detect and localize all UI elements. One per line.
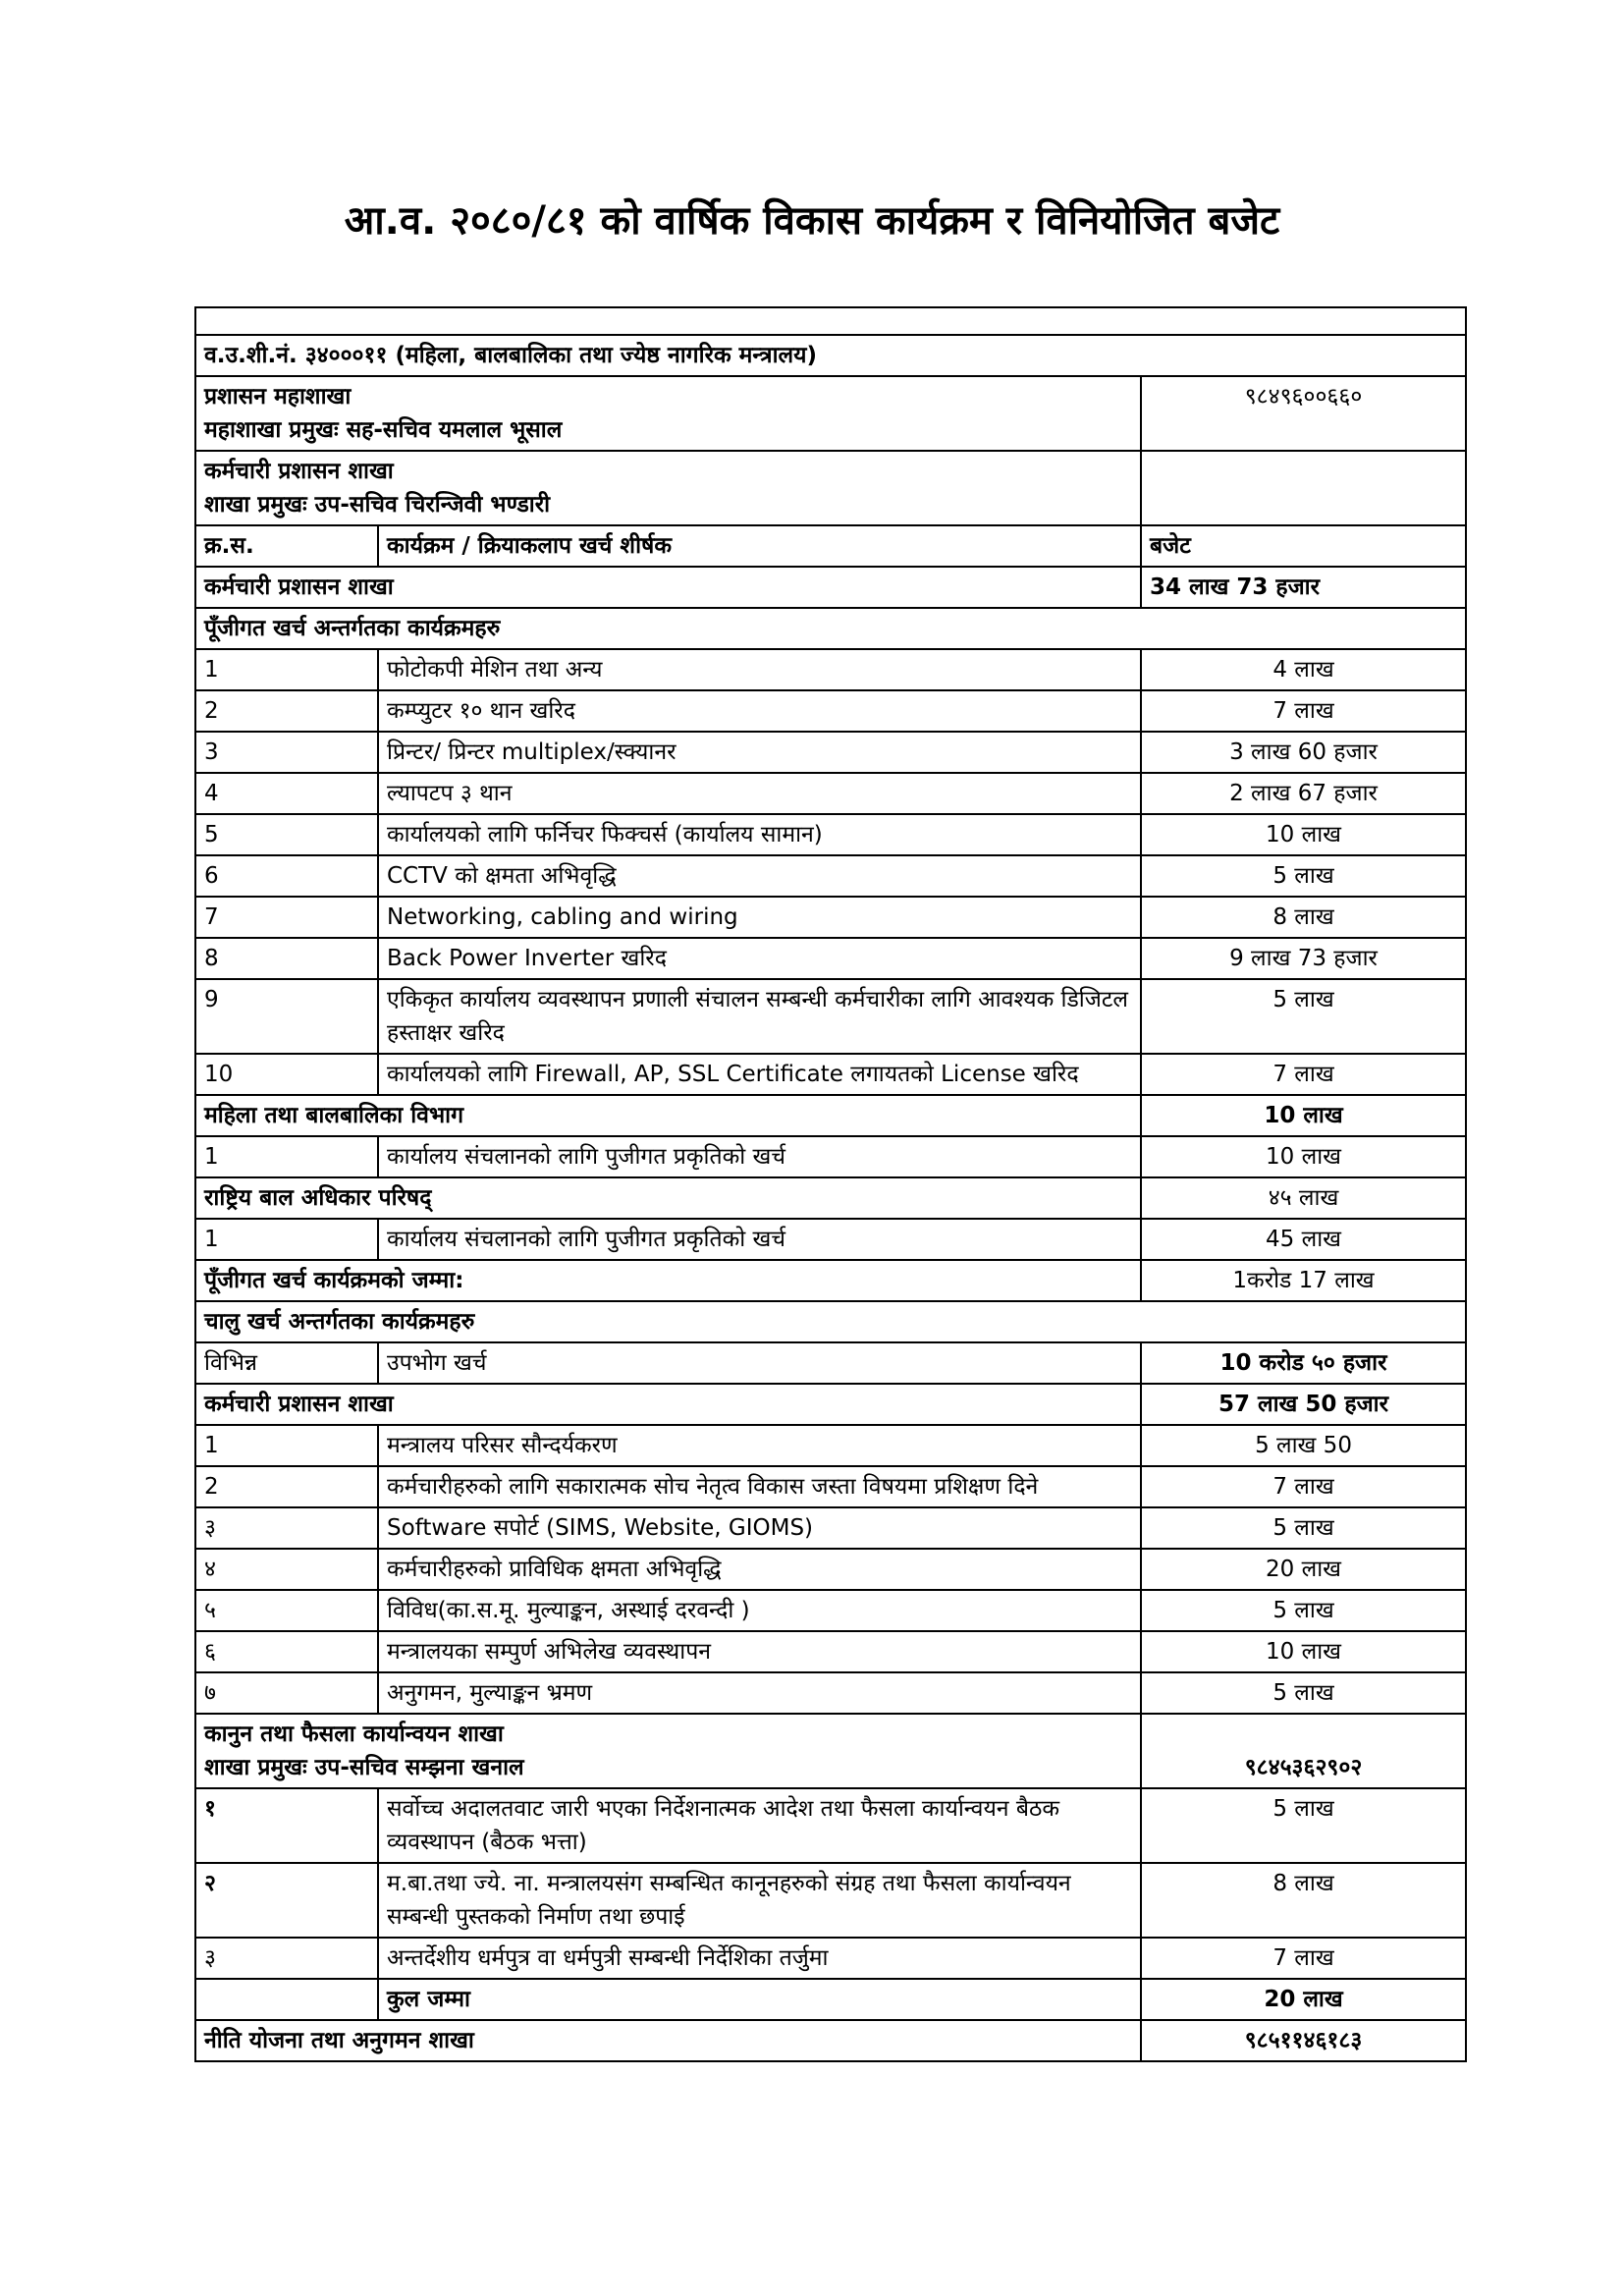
item-program: Software सपोर्ट (SIMS, Website, GIOMS) bbox=[378, 1507, 1141, 1549]
table-row bbox=[195, 979, 1466, 1054]
item-program: एकिकृत कार्यालय व्यवस्थापन प्रणाली संचालन सम्बन्धी कर्मचारीका लागि आवश्यक डिजिटल हस्ताक्षर खरिद bbox=[378, 979, 1141, 1054]
child-council-item-program: कार्यालय संचलानको लागि पुजीगत प्रकृतिको खर्च bbox=[378, 1219, 1141, 1260]
item-sn: 4 bbox=[195, 773, 378, 814]
item-sn: 7 bbox=[195, 897, 378, 938]
item-budget: 10 लाख bbox=[1141, 814, 1466, 855]
law-total-empty bbox=[195, 1979, 378, 2020]
current-heading: चालु खर्च अन्तर्गतका कार्यक्रमहरु bbox=[195, 1301, 1466, 1342]
item-program: म.बा.तथा ज्ये. ना. मन्त्रालयसंग सम्बन्धित कानूनहरुको संग्रह तथा फैसला कार्यान्वयन सम्बन्धी पुस्तकको निर्माण तथा छपाई bbox=[378, 1863, 1141, 1938]
item-budget: 5 लाख 50 bbox=[1141, 1425, 1466, 1466]
item-program: CCTV को क्षमता अभिवृद्धि bbox=[378, 855, 1141, 897]
current-misc-program: उपभोग खर्च bbox=[378, 1342, 1141, 1384]
item-budget: 5 लाख bbox=[1141, 1590, 1466, 1631]
item-budget: 5 लाख bbox=[1141, 1507, 1466, 1549]
child-council-row bbox=[195, 1177, 1466, 1219]
ministry-code: व.उ.शी.नं. ३४०००११ (महिला, बालबालिका तथा ज्येष्ठ नागरिक मन्त्रालय) bbox=[195, 335, 1466, 376]
item-program: कम्प्युटर १० थान खरिद bbox=[378, 690, 1141, 732]
item-program: कर्मचारीहरुको लागि सकारात्मक सोच नेतृत्व विकास जस्ता विषयमा प्रशिक्षण दिने bbox=[378, 1466, 1141, 1507]
table-row bbox=[195, 1549, 1466, 1590]
table-top-spacer bbox=[195, 307, 1466, 335]
capital-heading-row bbox=[195, 608, 1466, 649]
law-section-phone: ९८४५३६२९०२ bbox=[1141, 1714, 1466, 1788]
item-sn: 6 bbox=[195, 855, 378, 897]
item-program: प्रिन्टर/ प्रिन्टर multiplex/स्क्यानर bbox=[378, 732, 1141, 773]
women-dept-name: महिला तथा बालबालिका विभाग bbox=[195, 1095, 1141, 1136]
staff-total-row bbox=[195, 567, 1466, 608]
item-budget: 4 लाख bbox=[1141, 649, 1466, 690]
item-sn: ३ bbox=[195, 1938, 378, 1979]
item-program: अन्तर्देशीय धर्मपुत्र वा धर्मपुत्री सम्बन्धी निर्देशिका तर्जुमा bbox=[378, 1938, 1141, 1979]
item-sn: ३ bbox=[195, 1507, 378, 1549]
staff-section-header-cell bbox=[195, 451, 1141, 525]
item-sn: 2 bbox=[195, 690, 378, 732]
women-dept-row bbox=[195, 1095, 1466, 1136]
item-sn: 1 bbox=[195, 1425, 378, 1466]
table-row bbox=[195, 690, 1466, 732]
item-program: Back Power Inverter खरिद bbox=[378, 938, 1141, 979]
table-row bbox=[195, 1938, 1466, 1979]
table-row bbox=[195, 1788, 1466, 1863]
child-council-item-row bbox=[195, 1219, 1466, 1260]
item-sn: 1 bbox=[195, 649, 378, 690]
policy-section-phone: ९८५११४६१८३ bbox=[1141, 2020, 1466, 2061]
budget-table bbox=[194, 306, 1467, 2062]
item-program: फोटोकपी मेशिन तथा अन्य bbox=[378, 649, 1141, 690]
table-row bbox=[195, 1672, 1466, 1714]
policy-section-row bbox=[195, 2020, 1466, 2061]
column-header-row bbox=[195, 525, 1466, 567]
item-budget: 10 लाख bbox=[1141, 1631, 1466, 1672]
item-budget: 7 लाख bbox=[1141, 1466, 1466, 1507]
item-sn: 9 bbox=[195, 979, 378, 1054]
table-row bbox=[195, 773, 1466, 814]
item-program: सर्वोच्च अदालतवाट जारी भएका निर्देशनात्मक आदेश तथा फैसला कार्यान्वयन बैठक व्यवस्थापन (बैठक भत्ता) bbox=[378, 1788, 1141, 1863]
item-program: कार्यालयको लागि Firewall, AP, SSL Certificate लगायतको License खरिद bbox=[378, 1054, 1141, 1095]
current-misc-row bbox=[195, 1342, 1466, 1384]
item-budget: 2 लाख 67 हजार bbox=[1141, 773, 1466, 814]
women-dept-budget: 10 लाख bbox=[1141, 1095, 1466, 1136]
item-budget: 7 लाख bbox=[1141, 1938, 1466, 1979]
admin-division-head: महाशाखा प्रमुखः सह-सचिव यमलाल भूसाल bbox=[204, 417, 563, 443]
item-budget: 5 लाख bbox=[1141, 855, 1466, 897]
capital-total-label: पूँजीगत खर्च कार्यक्रमको जम्मा: bbox=[195, 1260, 1141, 1301]
current-misc-budget: 10 करोड ५० हजार bbox=[1141, 1342, 1466, 1384]
table-row bbox=[195, 1425, 1466, 1466]
child-council-item-budget: 45 लाख bbox=[1141, 1219, 1466, 1260]
child-council-name: राष्ट्रिय बाल अधिकार परिषद् bbox=[195, 1177, 1141, 1219]
table-row bbox=[195, 1590, 1466, 1631]
staff-section-head: शाखा प्रमुखः उप-सचिव चिरन्जिवी भण्डारी bbox=[204, 492, 551, 518]
women-dept-item-row bbox=[195, 1136, 1466, 1177]
women-dept-item-budget: 10 लाख bbox=[1141, 1136, 1466, 1177]
table-row bbox=[195, 732, 1466, 773]
staff-total-label: कर्मचारी प्रशासन शाखा bbox=[195, 567, 1141, 608]
law-section-cell bbox=[195, 1714, 1141, 1788]
admin-division-name: प्रशासन महाशाखा bbox=[204, 384, 352, 410]
item-budget: 8 लाख bbox=[1141, 1863, 1466, 1938]
column-header-sn: क्र.स. bbox=[195, 525, 378, 567]
table-row bbox=[195, 1054, 1466, 1095]
law-section-head: शाखा प्रमुखः उप-सचिव सम्झना खनाल bbox=[204, 1755, 524, 1780]
staff-current-label: कर्मचारी प्रशासन शाखा bbox=[195, 1384, 1141, 1425]
table-row bbox=[195, 1466, 1466, 1507]
admin-division-phone: ९८४९६००६६० bbox=[1141, 376, 1466, 451]
item-budget: 20 लाख bbox=[1141, 1549, 1466, 1590]
admin-division-row bbox=[195, 376, 1466, 451]
item-program: विविध(का.स.मू. मुल्याङ्कन, अस्थाई दरवन्दी ) bbox=[378, 1590, 1141, 1631]
women-dept-item-program: कार्यालय संचलानको लागि पुजीगत प्रकृतिको खर्च bbox=[378, 1136, 1141, 1177]
ministry-row bbox=[195, 335, 1466, 376]
table-row bbox=[195, 814, 1466, 855]
item-program: Networking, cabling and wiring bbox=[378, 897, 1141, 938]
law-total-row bbox=[195, 1979, 1466, 2020]
law-section-name: कानुन तथा फैसला कार्यान्वयन शाखा bbox=[204, 1722, 504, 1747]
item-budget: 3 लाख 60 हजार bbox=[1141, 732, 1466, 773]
item-budget: 5 लाख bbox=[1141, 1788, 1466, 1863]
item-sn: ६ bbox=[195, 1631, 378, 1672]
table-row bbox=[195, 855, 1466, 897]
staff-section-header-row bbox=[195, 451, 1466, 525]
item-sn: 3 bbox=[195, 732, 378, 773]
item-budget: 5 लाख bbox=[1141, 1672, 1466, 1714]
item-budget: 5 लाख bbox=[1141, 979, 1466, 1054]
item-sn: १ bbox=[195, 1788, 378, 1863]
current-misc-sn: विभिन्न bbox=[195, 1342, 378, 1384]
item-sn: ५ bbox=[195, 1590, 378, 1631]
column-header-program: कार्यक्रम / क्रियाकलाप खर्च शीर्षक bbox=[378, 525, 1141, 567]
item-budget: 8 लाख bbox=[1141, 897, 1466, 938]
capital-heading: पूँजीगत खर्च अन्तर्गतका कार्यक्रमहरु bbox=[195, 608, 1466, 649]
current-heading-row bbox=[195, 1301, 1466, 1342]
item-budget: 7 लाख bbox=[1141, 1054, 1466, 1095]
item-sn: 8 bbox=[195, 938, 378, 979]
capital-total-budget: 1करोड 17 लाख bbox=[1141, 1260, 1466, 1301]
staff-current-row bbox=[195, 1384, 1466, 1425]
admin-division-cell bbox=[195, 376, 1141, 451]
table-row bbox=[195, 1507, 1466, 1549]
item-sn: 5 bbox=[195, 814, 378, 855]
law-section-row bbox=[195, 1714, 1466, 1788]
table-row bbox=[195, 897, 1466, 938]
column-header-budget: बजेट bbox=[1141, 525, 1466, 567]
item-sn: 10 bbox=[195, 1054, 378, 1095]
item-program: अनुगमन, मुल्याङ्कन भ्रमण bbox=[378, 1672, 1141, 1714]
staff-section-empty bbox=[1141, 451, 1466, 525]
staff-section-name: कर्मचारी प्रशासन शाखा bbox=[204, 459, 394, 484]
policy-section-name: नीति योजना तथा अनुगमन शाखा bbox=[195, 2020, 1141, 2061]
law-total-label: कुल जम्मा bbox=[378, 1979, 1141, 2020]
item-sn: २ bbox=[195, 1863, 378, 1938]
item-sn: ७ bbox=[195, 1672, 378, 1714]
women-dept-item-sn: 1 bbox=[195, 1136, 378, 1177]
table-row bbox=[195, 1863, 1466, 1938]
item-budget: 7 लाख bbox=[1141, 690, 1466, 732]
child-council-budget: ४५ लाख bbox=[1141, 1177, 1466, 1219]
staff-current-budget: 57 लाख 50 हजार bbox=[1141, 1384, 1466, 1425]
child-council-item-sn: 1 bbox=[195, 1219, 378, 1260]
item-sn: 2 bbox=[195, 1466, 378, 1507]
capital-total-row bbox=[195, 1260, 1466, 1301]
page-title: आ.व. २०८०/८१ को वार्षिक विकास कार्यक्रम र विनियोजित बजेट bbox=[344, 198, 1280, 244]
item-program: कर्मचारीहरुको प्राविधिक क्षमता अभिवृद्धि bbox=[378, 1549, 1141, 1590]
item-sn: ४ bbox=[195, 1549, 378, 1590]
item-program: मन्त्रालय परिसर सौन्दर्यकरण bbox=[378, 1425, 1141, 1466]
law-total-budget: 20 लाख bbox=[1141, 1979, 1466, 2020]
table-row bbox=[195, 649, 1466, 690]
item-program: कार्यालयको लागि फर्निचर फिक्चर्स (कार्यालय सामान) bbox=[378, 814, 1141, 855]
item-program: मन्त्रालयका सम्पुर्ण अभिलेख व्यवस्थापन bbox=[378, 1631, 1141, 1672]
item-program: ल्यापटप ३ थान bbox=[378, 773, 1141, 814]
item-budget: 9 लाख 73 हजार bbox=[1141, 938, 1466, 979]
staff-total-budget: 34 लाख 73 हजार bbox=[1141, 567, 1466, 608]
table-row bbox=[195, 1631, 1466, 1672]
table-row bbox=[195, 938, 1466, 979]
